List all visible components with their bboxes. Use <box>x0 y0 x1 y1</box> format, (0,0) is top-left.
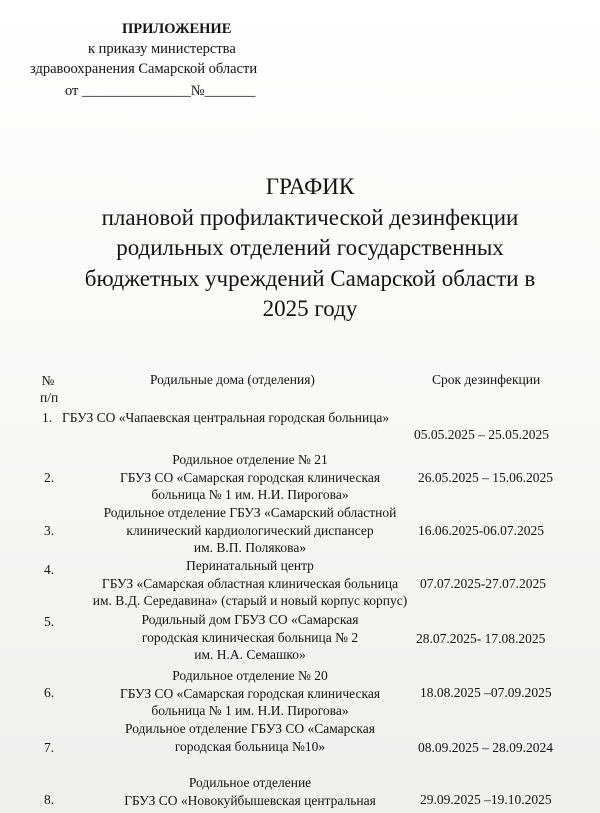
document-subtitle-line: родильных отделений государственных <box>116 235 504 260</box>
row-name-line: городская клиническая больница № 2 <box>141 629 359 645</box>
row-name-line: Родильное отделение <box>188 775 312 790</box>
row-name <box>70 557 430 610</box>
row-name <box>100 720 400 755</box>
row-term: 28.07.2025- 17.08.2025 <box>416 631 546 646</box>
row-name <box>90 451 410 504</box>
annex-ministry-line: здравоохранения Самарской области <box>30 61 258 77</box>
row-name <box>90 667 410 720</box>
row-name-line: ГБУЗ СО «Чапаевская центральная городская больница» <box>62 410 390 425</box>
row-term: 18.08.2025 –07.09.2025 <box>420 685 552 700</box>
row-number: 1. <box>42 410 53 425</box>
row-name-line: Родильный дом ГБУЗ СО «Самарская <box>141 612 359 627</box>
row-number: 7. <box>44 740 55 755</box>
row-name-line: Перинатальный центр <box>186 558 314 573</box>
row-term: 05.05.2025 – 25.05.2025 <box>414 427 549 442</box>
row-name-line: ГБУЗ СО «Самарская городская клиническая <box>119 469 381 485</box>
annex-title: ПРИЛОЖЕНИЕ <box>122 21 232 37</box>
row-name-line: ГБУЗ СО «Новокуйбышевская центральная <box>124 792 376 808</box>
row-term: 16.06.2025-06.07.2025 <box>418 523 544 538</box>
row-number: 5. <box>44 614 55 629</box>
row-number: 8. <box>44 792 55 807</box>
row-number: 4. <box>44 562 55 577</box>
header-maternity-homes: Родильные дома (отделения) <box>150 372 315 387</box>
row-name <box>62 409 389 427</box>
document-subtitle-line: бюджетных учреждений Самарской области в <box>84 265 536 291</box>
row-name-line: им. В.П. Полякова» <box>193 540 307 555</box>
row-number: 2. <box>44 470 55 485</box>
document-subtitle-line: плановой профилактической дезинфекции <box>101 204 519 230</box>
document-title: ГРАФИК <box>265 174 355 199</box>
row-name-line: клинический кардиологический диспансер <box>126 522 374 538</box>
header-number-sign: № <box>41 373 55 388</box>
row-name-line: Родильное отделение № 20 <box>172 668 328 683</box>
annex-order-line: к приказу министерства <box>88 41 236 57</box>
row-name <box>100 774 400 809</box>
header-number-pp: п/п <box>40 390 59 405</box>
row-number: 6. <box>44 685 55 700</box>
annex-date-number-line: от _______________№_______ <box>65 83 256 99</box>
document-subtitle-line: 2025 году <box>262 296 358 321</box>
row-name-line: ГБУЗ «Самарская областная клиническая больница <box>101 575 399 591</box>
row-name-line: Родильное отделение ГБУЗ «Самарский областной <box>103 505 397 520</box>
header-disinfection-term: Срок дезинфекции <box>432 372 541 387</box>
row-term: 29.09.2025 –19.10.2025 <box>420 792 552 807</box>
row-name-line: Родильное отделение № 21 <box>172 452 328 467</box>
row-number: 3. <box>44 523 55 538</box>
header-number <box>40 372 59 406</box>
row-name-line: им. Н.А. Семашко» <box>194 647 306 662</box>
row-term: 07.07.2025-27.07.2025 <box>420 576 546 591</box>
row-name-line: ГБУЗ СО «Самарская городская клиническая <box>119 685 381 701</box>
row-name-line: им. В.Д. Середавина» (старый и новый корпус корпус) <box>92 593 408 608</box>
row-name-line: больница № 1 им. Н.И. Пирогова» <box>151 703 349 718</box>
row-term: 08.09.2025 – 28.09.2024 <box>418 740 553 755</box>
row-name <box>100 611 400 664</box>
row-name-line: Родильное отделение ГБУЗ СО «Самарская <box>125 721 375 736</box>
row-term: 26.05.2025 – 15.06.2025 <box>418 470 553 485</box>
row-name-line: больница № 1 им. Н.И. Пирогова» <box>151 487 349 502</box>
row-name <box>70 504 430 557</box>
row-name-line: городская больница №10» <box>174 738 326 754</box>
